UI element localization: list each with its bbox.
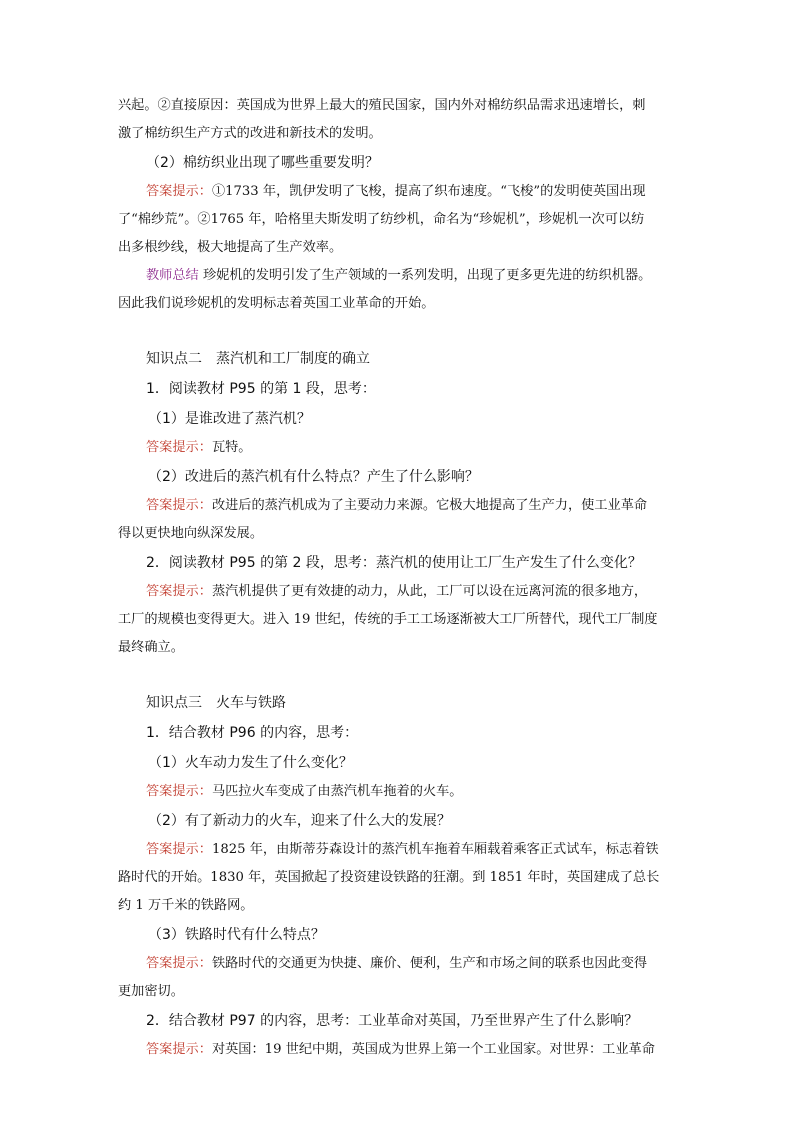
- answer-train-development-line-1: 答案提示：1825 年，由斯蒂芬森设计的蒸汽机车拖着车厢载着乘客正式试车，标志着铁: [146, 842, 659, 857]
- section-heading-railway: 知识点三 火车与铁路: [146, 695, 286, 711]
- answer-improved-engine-line-1: 答案提示：改进后的蒸汽机成为了主要动力来源。它极大地提高了生产力，使工业革命: [146, 498, 648, 513]
- answer-improved-engine-line-2: 得以更快地向纵深发展。: [118, 526, 264, 541]
- answer-factory-line-1: 答案提示：蒸汽机提供了更有效捷的动力，从此，工厂可以设在远离河流的很多地方，: [146, 584, 648, 599]
- teacher-summary-line-2: 因此我们说珍妮机的发明标志着英国工业革命的开始。: [118, 296, 435, 311]
- teacher-summary-line-1: 教师总结 珍妮机的发明引发了生产领域的一系列发明，出现了更多更先进的纺织机器。: [146, 268, 652, 283]
- section-heading-steam-engine: 知识点二 蒸汽机和工厂制度的确立: [146, 351, 370, 367]
- answer-railway-era-line-2: 更加密切。: [118, 984, 184, 999]
- intro-line-2: 激了棉纺织生产方式的改进和新技术的发明。: [118, 126, 382, 141]
- answer-impact-line-1: 答案提示：对英国：19 世纪中期，英国成为世界上第一个工业国家。对世界：工业革命: [146, 1042, 655, 1057]
- answer-factory-line-2: 工厂的规模也变得更大。进入 19 世纪，传统的手工工场逐渐被大工厂所替代，现代工厂制度: [118, 612, 658, 627]
- answer-train-power: 答案提示：马匹拉火车变成了由蒸汽机车拖着的火车。: [146, 784, 463, 799]
- question-train-development: （2）有了新动力的火车，迎来了什么大的发展？: [148, 813, 451, 829]
- answer-railway-era-line-1: 答案提示：铁路时代的交通更为快捷、廉价、便利，生产和市场之间的联系也因此变得: [146, 956, 648, 971]
- section-spacer: [118, 662, 682, 688]
- question-train-power: （1）火车动力发生了什么变化？: [148, 755, 353, 771]
- answer-tag: 答案提示：: [146, 440, 212, 455]
- answer-train-development-line-3: 约 1 万千米的铁路网。: [118, 898, 254, 913]
- prompt-p96: 1．结合教材 P96 的内容，思考：: [146, 725, 359, 741]
- answer-cotton-inventions-line-2: 了“棉纱荒”。②1765 年，哈格里夫斯发明了纺纱机，命名为“珍妮机”，珍妮机一次可以纺: [118, 212, 645, 227]
- section-spacer: [118, 318, 682, 344]
- question-improved-engine: （2）改进后的蒸汽机有什么特点？产生了什么影响？: [148, 469, 479, 485]
- question-who-improved: （1）是谁改进了蒸汽机？: [148, 411, 311, 427]
- answer-tag: 答案提示：: [146, 1042, 212, 1057]
- answer-tag: 答案提示：: [146, 184, 212, 199]
- answer-tag: 答案提示：: [146, 956, 212, 971]
- answer-train-development-line-2: 路时代的开始。1830 年，英国掀起了投资建设铁路的狂潮。到 1851 年时，英国建成了总长: [118, 870, 660, 885]
- question-railway-era: （3）铁路时代有什么特点？: [148, 927, 325, 943]
- question-cotton-inventions: （2）棉纺织业出现了哪些重要发明？: [146, 155, 379, 171]
- answer-tag: 答案提示：: [146, 498, 212, 513]
- answer-tag: 答案提示：: [146, 842, 212, 857]
- answer-tag: 答案提示：: [146, 584, 212, 599]
- answer-factory-line-3: 最终确立。: [118, 640, 184, 655]
- prompt-p95-para1: 1．阅读教材 P95 的第 1 段，思考：: [146, 381, 376, 397]
- teacher-summary-tag: 教师总结: [146, 268, 199, 283]
- answer-cotton-inventions-line-1: 答案提示：①1733 年，凯伊发明了飞梭，提高了织布速度。“飞梭”的发明使英国出现: [146, 184, 646, 199]
- answer-tag: 答案提示：: [146, 784, 212, 799]
- answer-who-improved: 答案提示：瓦特。: [146, 440, 252, 455]
- prompt-p97: 2．结合教材 P97 的内容，思考：工业革命对英国，乃至世界产生了什么影响？: [146, 1013, 639, 1029]
- prompt-p95-para2: 2．阅读教材 P95 的第 2 段，思考：蒸汽机的使用让工厂生产发生了什么变化？: [146, 555, 642, 571]
- answer-cotton-inventions-line-3: 出多根纱线，极大地提高了生产效率。: [118, 240, 343, 255]
- intro-line-1: 兴起。②直接原因：英国成为世界上最大的殖民国家，国内外对棉纺织品需求迅速增长，刺: [118, 98, 646, 113]
